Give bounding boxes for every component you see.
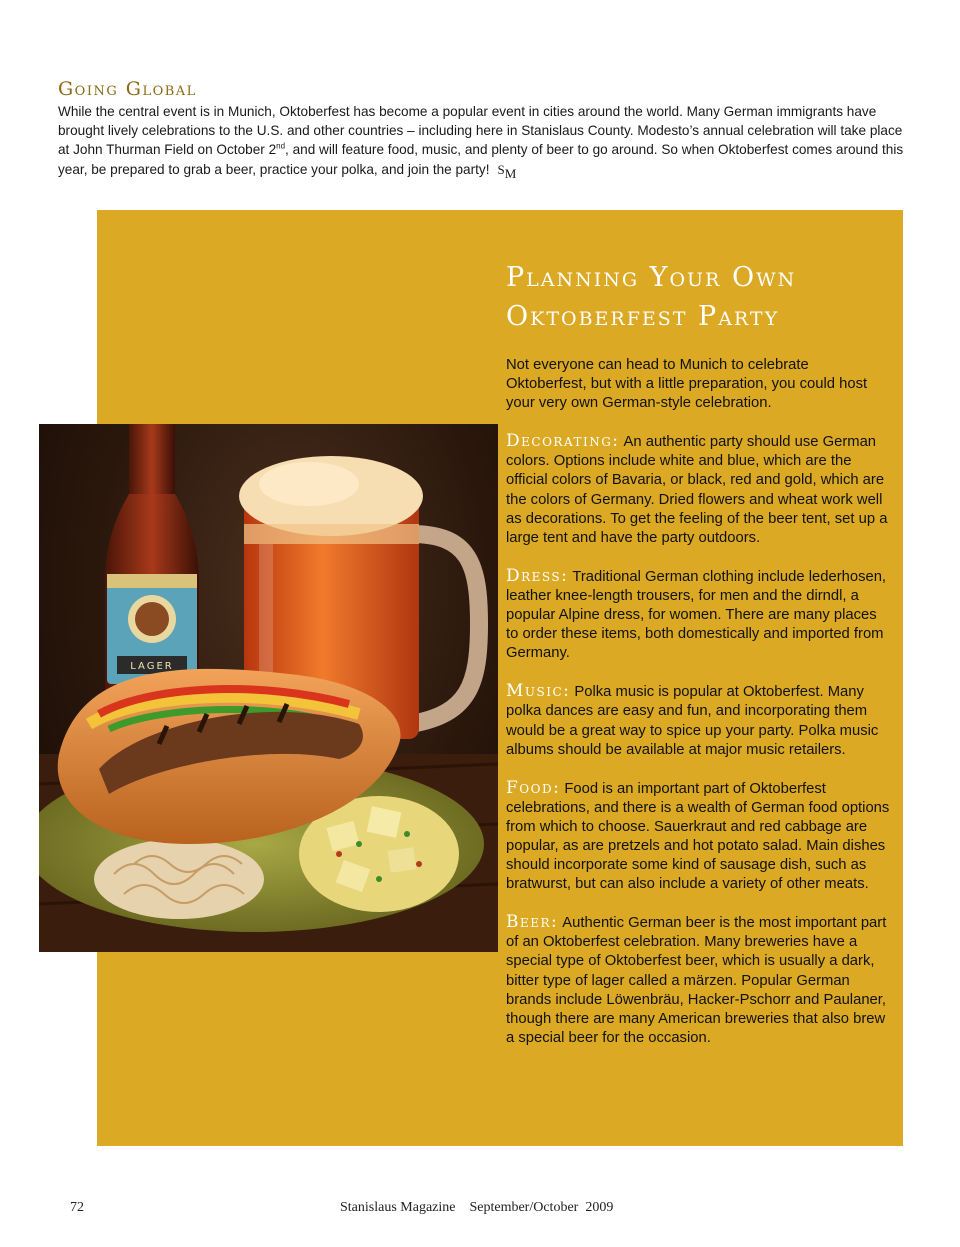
section-decorating bbox=[506, 432, 892, 548]
sidebar-title-line-2: Oktoberfest Party bbox=[506, 301, 780, 332]
page-footer bbox=[0, 1200, 960, 1220]
section-text: Authentic German beer is the most important part of an Oktoberfest celebration. Many breweries have a special type of Oktoberfest beer, which is usually a dark, bitter type of lager called a märzen. Popular German brands include Löwenbräu, Hacker-Pschorr and Paulaner, though there are many American breweries that also brew a special beer for the occasion. bbox=[506, 915, 887, 1046]
section-lead: Decorating: bbox=[506, 431, 620, 452]
sidebar-title-line-1: Planning Your Own bbox=[506, 262, 797, 293]
section-text: Food is an important part of Oktoberfest celebrations, and there is a wealth of German food options from which to choose. Sauerkraut and red cabbage are popular, as are pretzels and hot potato salad. Main dishes should incorporate some kind of sausage dish, such as bratwurst, but can also include a variety of other meats. bbox=[506, 780, 890, 893]
going-global-body bbox=[58, 102, 908, 179]
going-global-text-1: While the central event is in Munich, Oktoberfest has become a popular event in cities around the world. Many German immigrants have brought lively celebrations to the U.S. and other countries – including here in Stanislaus County. Modesto’s annual celebration will take place at John Thurman Field on October 2 bbox=[58, 104, 903, 158]
publication-info: Stanislaus Magazine September/October 2009 bbox=[340, 1200, 614, 1215]
section-dress bbox=[506, 567, 892, 663]
end-mark-m: M bbox=[504, 165, 517, 181]
party-planning-sidebar bbox=[506, 258, 892, 1067]
bottle-label: LAGER bbox=[130, 661, 174, 672]
section-lead: Food: bbox=[506, 777, 561, 798]
section-beer bbox=[506, 913, 892, 1048]
section-lead: Beer: bbox=[506, 912, 559, 933]
section-text: Traditional German clothing include lederhosen, leather knee-length trousers, for men and the dirndl, a popular Alpine dress, for women. There are many places to order these items, both domestically and imported from Germany. bbox=[506, 568, 887, 662]
section-food bbox=[506, 779, 892, 895]
going-global-heading: Going Global bbox=[58, 78, 197, 100]
end-mark-s: S bbox=[497, 161, 505, 177]
ordinal-suffix: nd bbox=[276, 141, 286, 151]
section-lead: Dress: bbox=[506, 565, 569, 586]
section-lead: Music: bbox=[506, 681, 571, 702]
section-music bbox=[506, 682, 892, 759]
sidebar-title bbox=[506, 258, 892, 336]
section-text: An authentic party should use German colors. Options include white and blue, which are the official colors of Bavaria, or black, red and gold, which are the colors of Germany. Dried flowers and wheat work well as decorations. To get the feeling of the beer tent, set up a large tent and have the party outdoors. bbox=[506, 434, 888, 546]
sauerkraut bbox=[94, 839, 264, 919]
going-global-article bbox=[58, 78, 908, 179]
section-text: Polka music is popular at Oktoberfest. Many polka dances are easy and fun, and incorporating them would be a great way to spice up your party. Polka music albums should be available at major music retailers. bbox=[506, 684, 879, 758]
page-number: 72 bbox=[70, 1200, 84, 1215]
going-global-text-2: , and will feature food, music, and plenty of beer to go around. So when Oktoberfest comes around this year, be prepared to grab a beer, practice your polka, and join the party! bbox=[58, 142, 904, 177]
end-mark bbox=[497, 161, 517, 181]
sidebar-intro: Not everyone can head to Munich to celebrate Oktoberfest, but with a little preparation, you could host your very own German-style celebration. bbox=[506, 357, 868, 412]
oktoberfest-food-photo bbox=[39, 424, 498, 952]
